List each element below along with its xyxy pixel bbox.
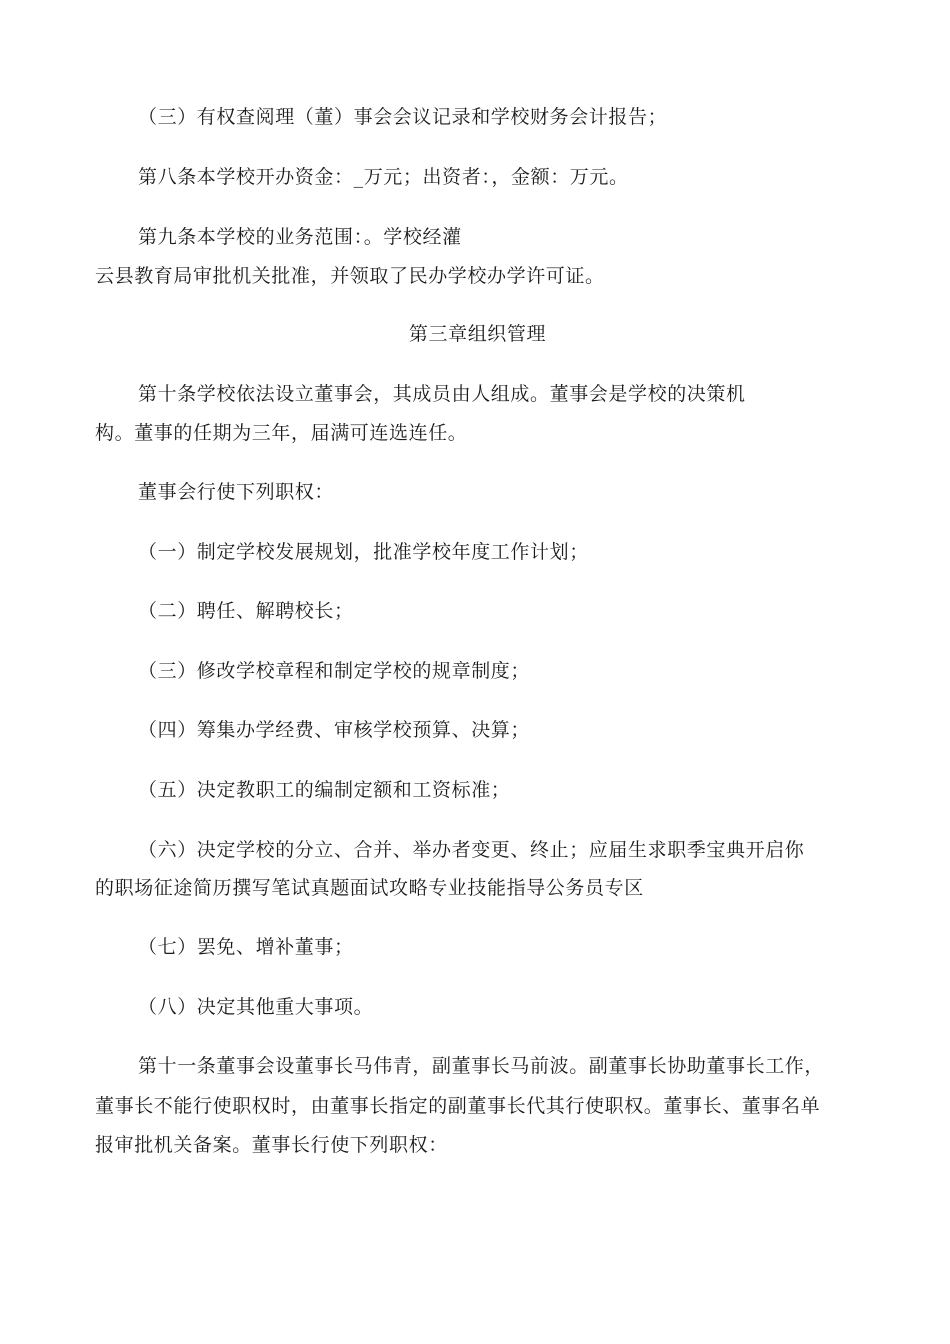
paragraph-article-9-line1: 第九条本学校的业务范围：。学校经灌: [138, 226, 462, 248]
paragraph-article-8: 第八条本学校开办资金：_万元；出资者：，金额：万元。: [138, 166, 629, 188]
list-item-4: （四）筹集办学经费、审核学校预算、决算；: [138, 719, 531, 741]
list-item-2: （二）聘任、解聘校长；: [138, 600, 354, 622]
paragraph-right-to-review: （三）有权查阅理（董）事会会议记录和学校财务会计报告；: [138, 106, 668, 128]
paragraph-article-11-line3: 报审批机关备案。董事长行使下列职权：: [95, 1134, 448, 1156]
chapter-title: 第三章组织管理: [408, 323, 547, 345]
paragraph-board-powers: 董事会行使下列职权：: [138, 481, 335, 503]
list-item-7: （七）罢免、增补董事；: [138, 936, 354, 958]
list-item-3: （三）修改学校章程和制定学校的规章制度；: [138, 660, 531, 682]
paragraph-article-11-line2: 董事长不能行使职权时，由董事长指定的副董事长代其行使职权。董事长、董事名单: [95, 1095, 821, 1117]
list-item-6-line1: （六）决定学校的分立、合并、举办者变更、终止；应届生求职季宝典开启你: [138, 839, 805, 861]
paragraph-article-11-line1: 第十一条董事会设董事长马伟青，副董事长马前波。副董事长协助董事长工作，: [138, 1055, 825, 1077]
list-item-5: （五）决定教职工的编制定额和工资标准；: [138, 779, 511, 801]
list-item-8: （八）决定其他重大事项。: [138, 996, 374, 1018]
paragraph-article-10-line1: 第十条学校依法设立董事会，其成员由人组成。董事会是学校的决策机: [138, 383, 746, 405]
paragraph-article-9-line2: 云县教育局审批机关批准，并领取了民办学校办学许可证。: [95, 265, 605, 287]
list-item-1: （一）制定学校发展规划，批准学校年度工作计划；: [138, 541, 589, 563]
list-item-6-line2: 的职场征途简历撰写笔试真题面试攻略专业技能指导公务员专区: [95, 877, 644, 899]
paragraph-article-10-line2: 构。董事的任期为三年，届满可连选连任。: [95, 422, 468, 444]
